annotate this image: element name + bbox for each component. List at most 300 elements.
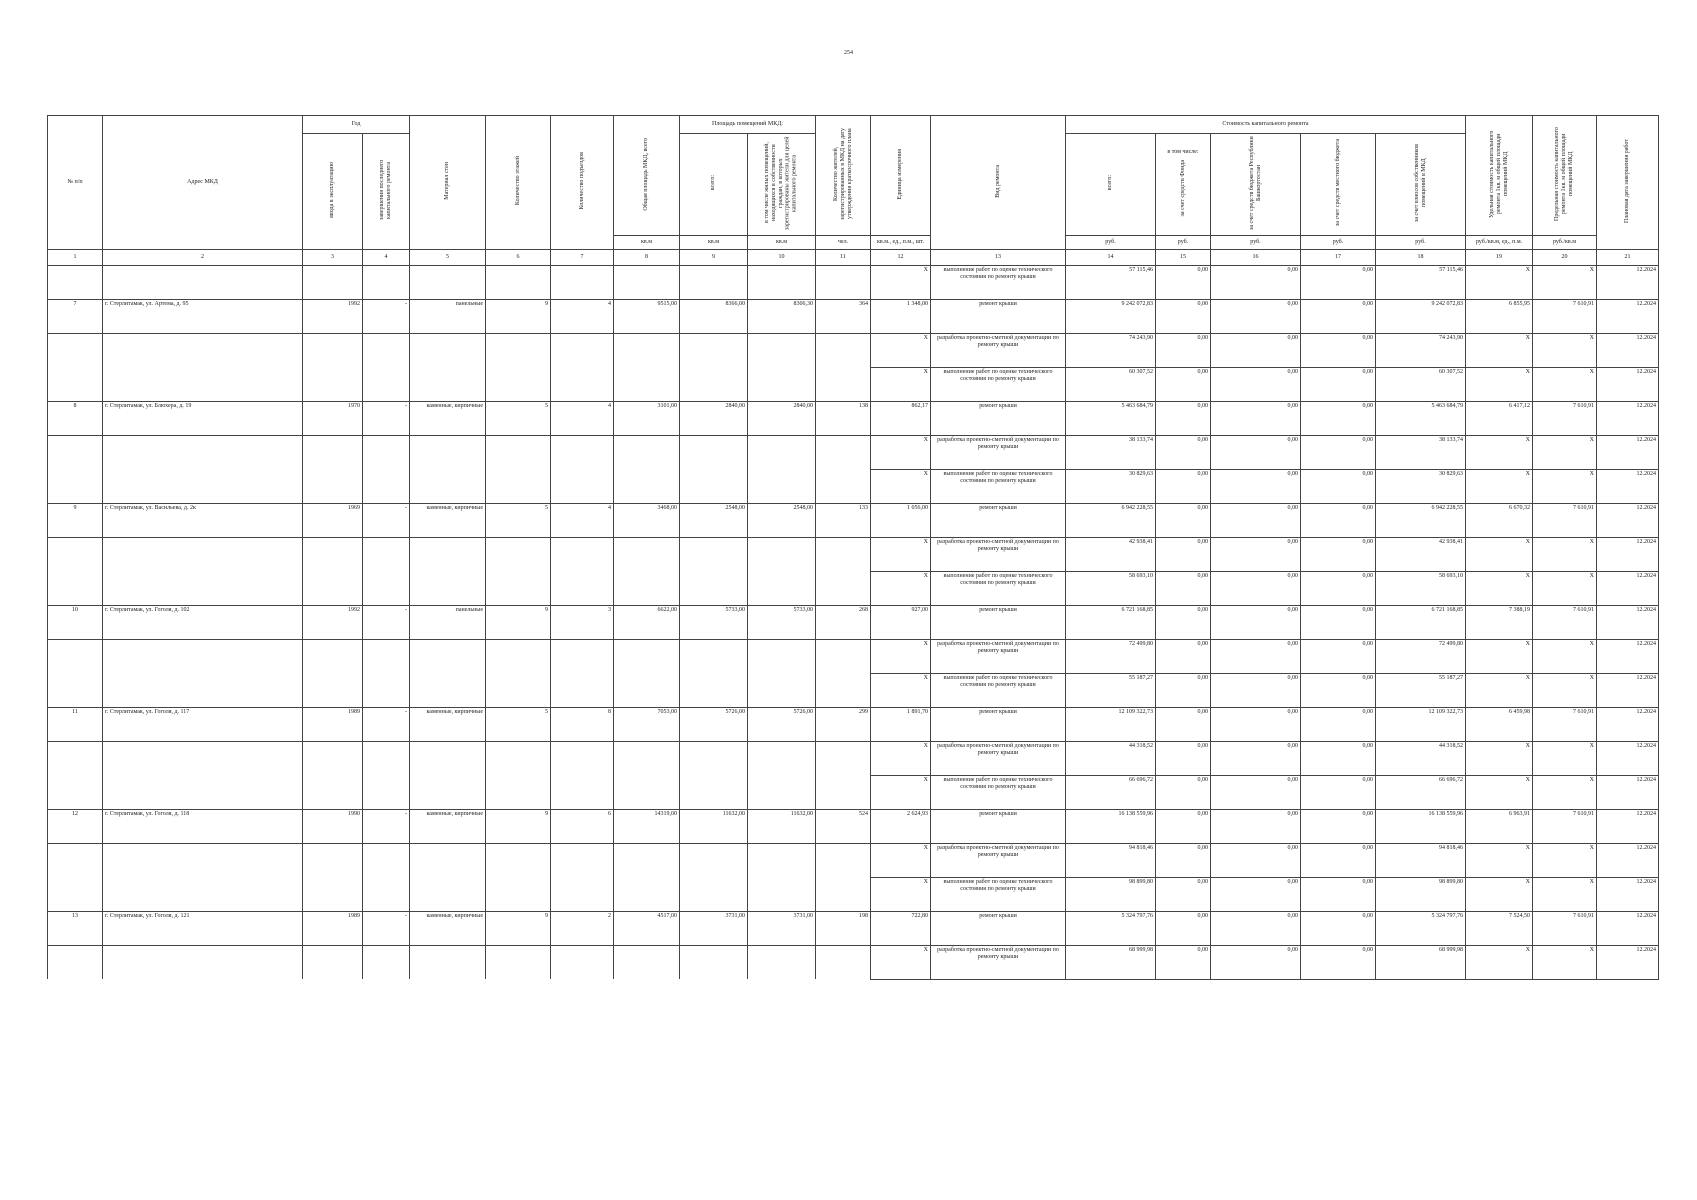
cell-unit-value: X — [871, 333, 931, 367]
table-row — [48, 741, 1659, 775]
cell-year-commission — [303, 945, 363, 979]
cell-cost-fund: 0,00 — [1156, 401, 1211, 435]
cell-cost-total: 72 499,80 — [1066, 639, 1156, 673]
cell-cost-fund: 0,00 — [1156, 639, 1211, 673]
cell-max-cost: X — [1533, 945, 1597, 979]
cell-residents — [816, 639, 871, 673]
cell-total-area: 7053,00 — [614, 707, 680, 741]
cell-floors: 9 — [486, 605, 551, 639]
cell-floors — [486, 265, 551, 299]
cell-address — [103, 571, 303, 605]
cell-cost-republic: 0,00 — [1211, 571, 1301, 605]
cell-year-commission — [303, 537, 363, 571]
cell-address: г. Стерлитамак, ул. Васильева, д. 2к — [103, 503, 303, 537]
cell-repair-type: разработка проектно-сметной документации по ремонту крыши — [931, 843, 1066, 877]
header-max-cost: Предельная стоимость капитального ремонта 1кв. м общей площади помещений МКД — [1533, 116, 1597, 236]
cell-floors — [486, 333, 551, 367]
cell-entrances — [551, 877, 614, 911]
cell-area-residents: 5733,00 — [748, 605, 816, 639]
cell-cost-total: 30 829,63 — [1066, 469, 1156, 503]
cell-residents: 299 — [816, 707, 871, 741]
cell-cost-total: 55 187,27 — [1066, 673, 1156, 707]
header-wall-material: Материал стен — [410, 116, 486, 250]
unit-8: кв.м — [614, 235, 680, 249]
cell-cost-republic: 0,00 — [1211, 707, 1301, 741]
unit-10: кв.м — [748, 235, 816, 249]
cell-total-area: 9515,00 — [614, 299, 680, 333]
cell-address: г. Стерлитамак, ул. Артема, д. 95 — [103, 299, 303, 333]
cell-total-area — [614, 673, 680, 707]
page-number: 254 — [844, 50, 853, 56]
cell-residents — [816, 741, 871, 775]
column-number: 13 — [931, 249, 1066, 265]
cell-row-number: 12 — [48, 809, 103, 843]
unit-20: руб./кв.м — [1533, 235, 1597, 249]
cell-cost-republic: 0,00 — [1211, 911, 1301, 945]
cell-max-cost: X — [1533, 741, 1597, 775]
cell-address — [103, 333, 303, 367]
cell-wall-material: каменные, кирпичные — [410, 503, 486, 537]
cell-area-residents — [748, 741, 816, 775]
cell-year-last-repair — [363, 877, 410, 911]
cell-repair-type: выполнение работ по оценке технического состояния по ремонту крыши — [931, 367, 1066, 401]
cell-specific-cost: 6 855,95 — [1466, 299, 1533, 333]
cell-deadline: 12.2024 — [1597, 775, 1659, 809]
cell-floors: 5 — [486, 707, 551, 741]
cell-cost-fund: 0,00 — [1156, 877, 1211, 911]
cell-wall-material: панельные — [410, 299, 486, 333]
cell-entrances: 4 — [551, 401, 614, 435]
column-number: 16 — [1211, 249, 1301, 265]
cell-area-residents: 8306,30 — [748, 299, 816, 333]
cell-deadline: 12.2024 — [1597, 673, 1659, 707]
cell-repair-type: разработка проектно-сметной документации по ремонту крыши — [931, 639, 1066, 673]
repair-plan-table — [47, 115, 1659, 980]
cell-address — [103, 469, 303, 503]
cell-area-all — [680, 945, 748, 979]
cell-area-all — [680, 265, 748, 299]
cell-year-commission — [303, 469, 363, 503]
cell-specific-cost: X — [1466, 435, 1533, 469]
cell-entrances: 8 — [551, 707, 614, 741]
cell-year-commission — [303, 843, 363, 877]
column-number: 3 — [303, 249, 363, 265]
cell-wall-material: панельные — [410, 605, 486, 639]
column-number: 10 — [748, 249, 816, 265]
cell-row-number — [48, 537, 103, 571]
cell-floors — [486, 877, 551, 911]
cell-total-area — [614, 469, 680, 503]
cell-area-residents — [748, 469, 816, 503]
cell-deadline: 12.2024 — [1597, 707, 1659, 741]
cell-area-all — [680, 741, 748, 775]
table-row — [48, 911, 1659, 945]
cell-deadline: 12.2024 — [1597, 435, 1659, 469]
cell-year-commission — [303, 435, 363, 469]
table-row — [48, 571, 1659, 605]
cell-max-cost: X — [1533, 571, 1597, 605]
cell-deadline: 12.2024 — [1597, 911, 1659, 945]
cell-address: г. Стерлитамак, ул. Гоголя, д. 121 — [103, 911, 303, 945]
cell-row-number — [48, 367, 103, 401]
cell-wall-material: каменные, кирпичные — [410, 707, 486, 741]
cell-cost-fund: 0,00 — [1156, 741, 1211, 775]
header-repair-type: Вид ремонта — [931, 116, 1066, 250]
header-year-last-repair: завершения последнего капитального ремонта — [363, 134, 410, 250]
cell-cost-fund: 0,00 — [1156, 809, 1211, 843]
cell-unit-value: 927,00 — [871, 605, 931, 639]
cell-area-all — [680, 843, 748, 877]
cell-area-all — [680, 775, 748, 809]
cell-total-area: 6622,00 — [614, 605, 680, 639]
cell-unit-value: X — [871, 741, 931, 775]
column-number: 12 — [871, 249, 931, 265]
cell-cost-total: 38 133,74 — [1066, 435, 1156, 469]
cell-cost-owners: 55 187,27 — [1376, 673, 1466, 707]
cell-deadline: 12.2024 — [1597, 639, 1659, 673]
cell-total-area: 4517,00 — [614, 911, 680, 945]
cell-total-area — [614, 333, 680, 367]
cell-repair-type: ремонт крыши — [931, 911, 1066, 945]
cell-area-residents — [748, 333, 816, 367]
unit-14: руб. — [1066, 235, 1156, 249]
cell-cost-republic: 0,00 — [1211, 639, 1301, 673]
cell-row-number — [48, 945, 103, 979]
cell-repair-type: выполнение работ по оценке технического состояния по ремонту крыши — [931, 775, 1066, 809]
cell-repair-type: ремонт крыши — [931, 503, 1066, 537]
cell-max-cost: X — [1533, 673, 1597, 707]
cell-area-all: 11632,00 — [680, 809, 748, 843]
cell-floors: 5 — [486, 503, 551, 537]
cell-cost-owners: 58 693,10 — [1376, 571, 1466, 605]
cell-max-cost: 7 610,91 — [1533, 707, 1597, 741]
cell-unit-value: X — [871, 843, 931, 877]
cell-floors — [486, 843, 551, 877]
cell-unit-value: 1 891,70 — [871, 707, 931, 741]
cell-specific-cost: 6 670,32 — [1466, 503, 1533, 537]
cell-residents — [816, 673, 871, 707]
column-number: 8 — [614, 249, 680, 265]
cell-area-all — [680, 877, 748, 911]
column-number: 20 — [1533, 249, 1597, 265]
cell-floors — [486, 571, 551, 605]
table-row — [48, 469, 1659, 503]
cell-residents — [816, 571, 871, 605]
header-unit: Единица измерения — [871, 116, 931, 236]
cell-deadline: 12.2024 — [1597, 401, 1659, 435]
cell-address — [103, 775, 303, 809]
cell-floors — [486, 775, 551, 809]
cell-area-residents: 2548,00 — [748, 503, 816, 537]
cell-max-cost: X — [1533, 435, 1597, 469]
cell-address — [103, 877, 303, 911]
cell-entrances: 4 — [551, 503, 614, 537]
cell-cost-local: 0,00 — [1301, 435, 1376, 469]
cell-cost-local: 0,00 — [1301, 673, 1376, 707]
column-number: 2 — [103, 249, 303, 265]
cell-row-number — [48, 843, 103, 877]
cell-cost-total: 5 463 684,79 — [1066, 401, 1156, 435]
cell-specific-cost: X — [1466, 673, 1533, 707]
cell-cost-fund: 0,00 — [1156, 707, 1211, 741]
header-total-area: Общая площадь МКД, всего — [614, 116, 680, 236]
cell-total-area — [614, 265, 680, 299]
cell-residents: 268 — [816, 605, 871, 639]
cell-cost-fund: 0,00 — [1156, 265, 1211, 299]
cell-max-cost: X — [1533, 265, 1597, 299]
column-number: 14 — [1066, 249, 1156, 265]
cell-year-last-repair: - — [363, 911, 410, 945]
table-row — [48, 877, 1659, 911]
cell-entrances — [551, 435, 614, 469]
cell-cost-fund: 0,00 — [1156, 333, 1211, 367]
header-residents: Количество жителей, зарегистрированных в МКД на дату утверждения краткосрочного плана — [816, 116, 871, 236]
cell-address: г. Стерлитамак, ул. Гоголя, д. 102 — [103, 605, 303, 639]
cell-residents — [816, 435, 871, 469]
cell-entrances — [551, 469, 614, 503]
cell-cost-republic: 0,00 — [1211, 367, 1301, 401]
unit-19: руб./кв.м, ед., п.м. — [1466, 235, 1533, 249]
table-row — [48, 707, 1659, 741]
cell-area-all — [680, 537, 748, 571]
cell-cost-local: 0,00 — [1301, 605, 1376, 639]
cell-entrances — [551, 571, 614, 605]
cell-total-area — [614, 741, 680, 775]
cell-deadline: 12.2024 — [1597, 299, 1659, 333]
cell-unit-value: X — [871, 877, 931, 911]
cell-cost-fund: 0,00 — [1156, 911, 1211, 945]
cell-cost-local: 0,00 — [1301, 299, 1376, 333]
cell-entrances — [551, 741, 614, 775]
cell-max-cost: X — [1533, 877, 1597, 911]
cell-area-residents — [748, 435, 816, 469]
cell-area-all: 2840,00 — [680, 401, 748, 435]
cell-entrances — [551, 945, 614, 979]
column-number: 9 — [680, 249, 748, 265]
header-year-commission: ввода в эксплуатацию — [303, 134, 363, 250]
cell-cost-republic: 0,00 — [1211, 435, 1301, 469]
cell-cost-owners: 5 324 797,76 — [1376, 911, 1466, 945]
cell-floors: 5 — [486, 401, 551, 435]
cell-cost-fund: 0,00 — [1156, 945, 1211, 979]
cell-repair-type: ремонт крыши — [931, 605, 1066, 639]
cell-area-residents: 2840,00 — [748, 401, 816, 435]
cell-deadline: 12.2024 — [1597, 469, 1659, 503]
cell-year-commission: 1990 — [303, 809, 363, 843]
cell-unit-value: X — [871, 537, 931, 571]
cell-year-last-repair — [363, 639, 410, 673]
cell-deadline: 12.2024 — [1597, 945, 1659, 979]
cell-residents — [816, 537, 871, 571]
cell-repair-type: выполнение работ по оценке технического состояния по ремонту крыши — [931, 877, 1066, 911]
cell-deadline: 12.2024 — [1597, 605, 1659, 639]
cell-specific-cost: X — [1466, 843, 1533, 877]
cell-year-last-repair: - — [363, 809, 410, 843]
cell-unit-value: X — [871, 639, 931, 673]
cell-row-number: 8 — [48, 401, 103, 435]
cell-deadline: 12.2024 — [1597, 843, 1659, 877]
cell-cost-fund: 0,00 — [1156, 605, 1211, 639]
cell-cost-total: 5 324 797,76 — [1066, 911, 1156, 945]
cell-residents — [816, 265, 871, 299]
cell-entrances — [551, 843, 614, 877]
table-header — [48, 116, 1659, 266]
cell-wall-material — [410, 843, 486, 877]
cell-year-last-repair — [363, 367, 410, 401]
cell-unit-value: 1 056,00 — [871, 503, 931, 537]
cell-total-area — [614, 571, 680, 605]
cell-row-number: 7 — [48, 299, 103, 333]
cell-cost-republic: 0,00 — [1211, 673, 1301, 707]
cell-wall-material — [410, 469, 486, 503]
cell-deadline: 12.2024 — [1597, 877, 1659, 911]
cell-floors — [486, 537, 551, 571]
cell-deadline: 12.2024 — [1597, 333, 1659, 367]
cell-cost-republic: 0,00 — [1211, 537, 1301, 571]
header-specific-cost: Удельная стоимость капитального ремонта 1кв. м общей площади помещений МКД — [1466, 116, 1533, 236]
table-row — [48, 673, 1659, 707]
cell-address: г. Стерлитамак, ул. Блюхера, д. 19 — [103, 401, 303, 435]
cell-area-residents — [748, 945, 816, 979]
cell-total-area — [614, 945, 680, 979]
cell-cost-owners: 5 463 684,79 — [1376, 401, 1466, 435]
column-number: 11 — [816, 249, 871, 265]
header-deadline: Плановая дата завершения работ — [1597, 116, 1659, 250]
cell-wall-material — [410, 945, 486, 979]
cell-unit-value: X — [871, 945, 931, 979]
column-number: 19 — [1466, 249, 1533, 265]
cell-cost-republic: 0,00 — [1211, 877, 1301, 911]
cell-specific-cost: X — [1466, 877, 1533, 911]
cell-cost-local: 0,00 — [1301, 809, 1376, 843]
cell-specific-cost: X — [1466, 265, 1533, 299]
cell-year-commission — [303, 367, 363, 401]
cell-cost-total: 60 307,52 — [1066, 367, 1156, 401]
cell-specific-cost: X — [1466, 333, 1533, 367]
header-address: Адрес МКД — [103, 116, 303, 250]
cell-year-last-repair — [363, 333, 410, 367]
cell-row-number: 11 — [48, 707, 103, 741]
cell-area-all — [680, 469, 748, 503]
table-row — [48, 843, 1659, 877]
cell-residents — [816, 843, 871, 877]
header-entrances: Количество подъездов — [551, 116, 614, 250]
cell-area-residents — [748, 775, 816, 809]
cell-area-all: 8366,00 — [680, 299, 748, 333]
table-row — [48, 945, 1659, 979]
cell-cost-fund: 0,00 — [1156, 503, 1211, 537]
cell-year-last-repair: - — [363, 707, 410, 741]
cell-cost-local: 0,00 — [1301, 775, 1376, 809]
cell-repair-type: ремонт крыши — [931, 809, 1066, 843]
cell-cost-owners: 38 133,74 — [1376, 435, 1466, 469]
table-body — [48, 265, 1659, 979]
cell-floors — [486, 469, 551, 503]
table-row — [48, 265, 1659, 299]
cell-floors: 9 — [486, 809, 551, 843]
cell-year-last-repair — [363, 537, 410, 571]
table-row — [48, 401, 1659, 435]
header-num: № п/п — [48, 116, 103, 250]
cell-total-area — [614, 775, 680, 809]
cell-cost-total: 58 693,10 — [1066, 571, 1156, 605]
cell-cost-fund: 0,00 — [1156, 469, 1211, 503]
column-number: 7 — [551, 249, 614, 265]
cell-address — [103, 673, 303, 707]
cell-cost-republic: 0,00 — [1211, 333, 1301, 367]
cell-cost-local: 0,00 — [1301, 503, 1376, 537]
cell-deadline: 12.2024 — [1597, 367, 1659, 401]
cell-cost-local: 0,00 — [1301, 401, 1376, 435]
cell-year-last-repair: - — [363, 503, 410, 537]
column-number: 21 — [1597, 249, 1659, 265]
cell-repair-type: разработка проектно-сметной документации по ремонту крыши — [931, 537, 1066, 571]
unit-16: руб. — [1211, 235, 1301, 249]
cell-deadline: 12.2024 — [1597, 741, 1659, 775]
cell-cost-local: 0,00 — [1301, 469, 1376, 503]
cell-residents — [816, 877, 871, 911]
cell-address — [103, 741, 303, 775]
cell-entrances: 2 — [551, 911, 614, 945]
cell-cost-republic: 0,00 — [1211, 265, 1301, 299]
cell-area-all: 3731,00 — [680, 911, 748, 945]
cell-unit-value: X — [871, 265, 931, 299]
header-cost-fund: в том числе: за счет средств Фонда — [1156, 134, 1211, 236]
cell-unit-value: 2 624,93 — [871, 809, 931, 843]
cell-total-area — [614, 639, 680, 673]
cell-specific-cost: 7 388,19 — [1466, 605, 1533, 639]
column-number: 4 — [363, 249, 410, 265]
cell-floors: 9 — [486, 299, 551, 333]
unit-9: кв.м — [680, 235, 748, 249]
cell-floors — [486, 741, 551, 775]
cell-cost-local: 0,00 — [1301, 639, 1376, 673]
cell-repair-type: выполнение работ по оценке технического состояния по ремонту крыши — [931, 571, 1066, 605]
cell-address: г. Стерлитамак, ул. Гоголя, д. 117 — [103, 707, 303, 741]
cell-cost-total: 42 938,41 — [1066, 537, 1156, 571]
cell-repair-type: ремонт крыши — [931, 401, 1066, 435]
cell-year-last-repair — [363, 435, 410, 469]
cell-year-last-repair — [363, 945, 410, 979]
cell-wall-material — [410, 673, 486, 707]
cell-address — [103, 265, 303, 299]
cell-cost-local: 0,00 — [1301, 945, 1376, 979]
unit-12: кв.м., ед., п.м., шт. — [871, 235, 931, 249]
cell-year-commission — [303, 741, 363, 775]
cell-row-number: 10 — [48, 605, 103, 639]
cell-repair-type: выполнение работ по оценке технического состояния по ремонту крыши — [931, 673, 1066, 707]
cell-wall-material — [410, 333, 486, 367]
cell-cost-local: 0,00 — [1301, 265, 1376, 299]
cell-max-cost: 7 610,91 — [1533, 299, 1597, 333]
cell-cost-fund: 0,00 — [1156, 571, 1211, 605]
cell-specific-cost: 6 963,91 — [1466, 809, 1533, 843]
cell-entrances — [551, 673, 614, 707]
cell-cost-owners: 60 307,52 — [1376, 367, 1466, 401]
cell-repair-type: разработка проектно-сметной документации по ремонту крыши — [931, 435, 1066, 469]
cell-year-last-repair — [363, 843, 410, 877]
cell-max-cost: X — [1533, 469, 1597, 503]
cell-area-all: 5726,00 — [680, 707, 748, 741]
cell-area-all: 5733,00 — [680, 605, 748, 639]
cell-residents: 198 — [816, 911, 871, 945]
table-row — [48, 435, 1659, 469]
header-cost-owners: за счет взносов собственников помещений в МКД — [1376, 134, 1466, 236]
cell-cost-total: 44 318,52 — [1066, 741, 1156, 775]
cell-deadline: 12.2024 — [1597, 809, 1659, 843]
cell-area-all — [680, 333, 748, 367]
table-row — [48, 537, 1659, 571]
